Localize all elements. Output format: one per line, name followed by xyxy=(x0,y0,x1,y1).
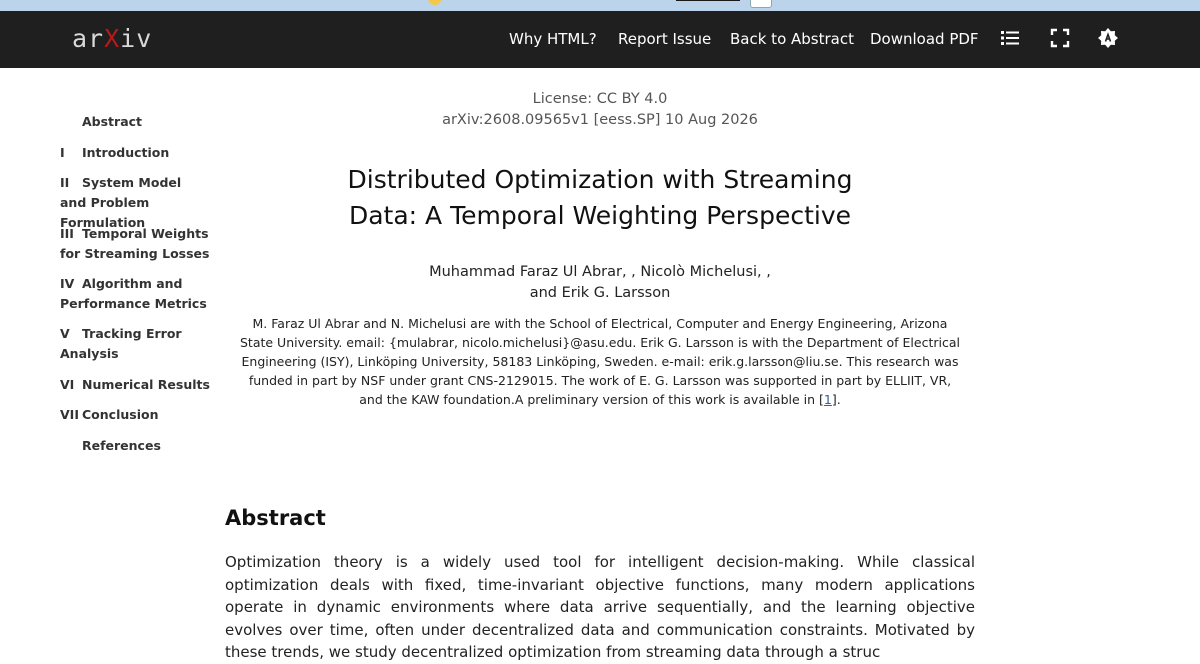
list-icon[interactable] xyxy=(999,27,1021,49)
paper-title: Distributed Optimization with Streaming Data: A Temporal Weighting Perspective xyxy=(347,165,853,230)
authors xyxy=(390,262,810,304)
affiliation-footnote xyxy=(238,314,962,409)
toc-item-temporal-weights[interactable]: III Temporal Weights for Streaming Losses xyxy=(60,226,210,261)
toc-item-introduction[interactable]: I Introduction xyxy=(60,145,170,160)
toc-item-conclusion[interactable]: VII Conclusion xyxy=(60,407,159,422)
theme-icon[interactable] xyxy=(1097,27,1119,49)
abstract-text: Optimization theory is a widely used tool for intelligent decision-making. While classical optimization deals with fixed, time-invariant objective functions, many modern applications operate in dynamic environments where data arrive sequentially, and the learning objective evolves over time, often under decentralized data and communication constraints. Motivated by these trends, we study decentralized optimization from streaming data through a struc xyxy=(225,553,975,661)
strip-button[interactable] xyxy=(750,0,772,8)
download-pdf-link[interactable]: Download PDF xyxy=(870,30,979,48)
toc-item-tracking-error[interactable]: V Tracking Error Analysis xyxy=(60,326,182,361)
arxiv-logo[interactable]: arXiv xyxy=(72,24,153,53)
report-issue-link[interactable]: Report Issue xyxy=(618,30,712,48)
authors-line-2: and Erik G. Larsson xyxy=(529,285,671,301)
reference-link[interactable]: 1 xyxy=(823,392,832,407)
arxiv-id: arXiv:2608.09565v1 [eess.SP] 10 Aug 2026 xyxy=(442,112,758,128)
toc-item-abstract[interactable]: Abstract xyxy=(82,114,143,129)
affiliation-text: M. Faraz Ul Abrar and N. Michelusi are with the School of Electrical, Computer and Energy Engineering, Arizona State University. email: {mulabrar, nicolo.michelusi}@asu.edu. Erik G. Larsson is with the Department of Electrical Engineering (ISY), Linköping University, 58183 Linköping, Sweden. e-mail: erik.g.larsson@liu.se. This research was funded in part by NSF under grant CNS-2129015. The work of E. G. Larsson was supported in part by ELLIIT, VR, and the KAW foundation.A preliminary version of this work is available in [ xyxy=(240,316,960,407)
abstract-heading: Abstract xyxy=(225,506,326,530)
toc-item-algorithm[interactable]: IV Algorithm and Performance Metrics xyxy=(60,276,207,311)
toc-item-references[interactable]: References xyxy=(82,438,161,453)
top-navbar xyxy=(0,11,1200,68)
license-text: License: CC BY 4.0 xyxy=(532,91,668,107)
authors-line-1: Muhammad Faraz Ul Abrar, , Nicolò Michelusi, , xyxy=(429,264,771,280)
toc-item-numerical-results[interactable]: VI Numerical Results xyxy=(60,377,210,392)
why-html-link[interactable]: Why HTML? xyxy=(509,30,597,48)
emoji-icon xyxy=(428,0,442,5)
back-to-abstract-link[interactable]: Back to Abstract xyxy=(730,30,854,48)
strip-link-underline[interactable] xyxy=(676,0,740,1)
toc-item-system-model[interactable]: II System Model and Problem Formulation xyxy=(60,175,182,230)
fullscreen-icon[interactable] xyxy=(1049,27,1071,49)
affiliation-end: ]. xyxy=(831,392,841,407)
browser-top-strip xyxy=(0,0,1200,11)
